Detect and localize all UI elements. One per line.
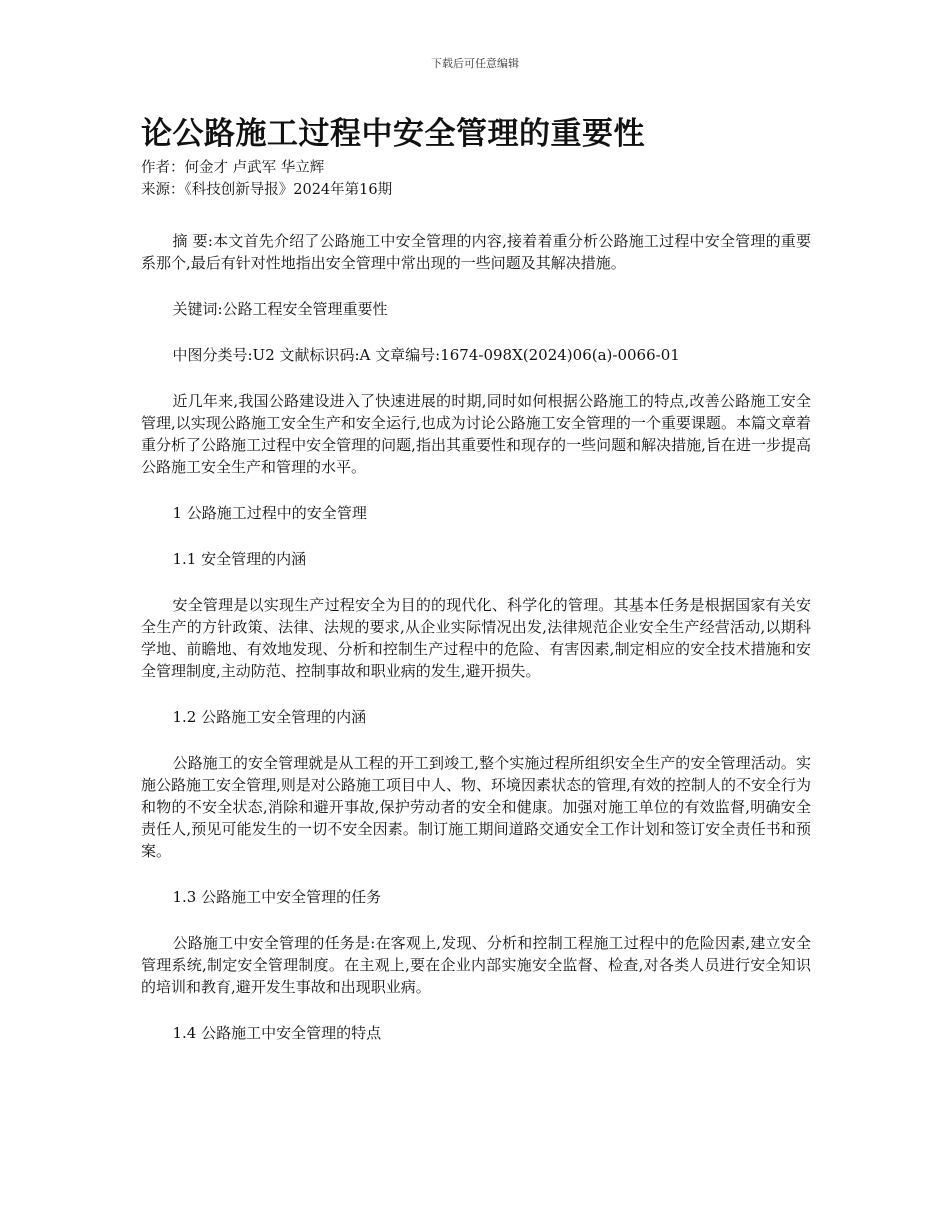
body-paragraph: 公路施工中安全管理的任务是:在客观上,发现、分析和控制工程施工过程中的危险因素,建立安全管理系统,制定安全管理制度。在主观上,要在企业内部实施安全监督、检查,对各类人员进行安全知识的培训和教育,避开发生事故和出现职业病。 bbox=[141, 934, 811, 996]
classification-paragraph: 中图分类号:U2 文献标识码:A 文章编号:1674-098X(2024)06(a)-0066-01 bbox=[172, 346, 680, 364]
page-header-note: 下载后可任意编辑 bbox=[431, 57, 519, 70]
body-paragraph: 公路施工的安全管理就是从工程的开工到竣工,整个实施过程所组织安全生产的安全管理活动。实施公路施工安全管理,则是对公路施工项目中人、物、环境因素状态的管理,有效的控制人的不安全行为和物的不安全状态,消除和避开事故,保护劳动者的安全和健康。加强对施工单位的有效监督,明确安全责任人,预见可能发生的一切不安全因素。制订施工期间道路交通安全工作计划和签订安全责任书和预案。 bbox=[141, 754, 811, 860]
body-paragraph: 安全管理是以实现生产过程安全为目的的现代化、科学化的管理。其基本任务是根据国家有关安全生产的方针政策、法律、法规的要求,从企业实际情况出发,法律规范企业安全生产经营活动,以期科学地、前瞻地、有效地发现、分析和控制生产过程中的危险、有害因素,制定相应的安全技术措施和安全管理制度,主动防范、控制事故和职业病的发生,避开损失。 bbox=[141, 596, 811, 680]
article-body bbox=[141, 112, 811, 1044]
source-line: 来源：《科技创新导报》2024年第16期 bbox=[141, 182, 393, 198]
article-title: 论公路施工过程中安全管理的重要性 bbox=[141, 116, 645, 152]
keywords-paragraph: 关键词:公路工程安全管理重要性 bbox=[172, 300, 388, 318]
subsection-heading: 1.4 公路施工中安全管理的特点 bbox=[172, 1024, 382, 1042]
section-heading: 1 公路施工过程中的安全管理 bbox=[172, 504, 367, 522]
subsection-heading: 1.3 公路施工中安全管理的任务 bbox=[172, 888, 382, 906]
intro-paragraph: 近几年来,我国公路建设进入了快速进展的时期,同时如何根据公路施工的特点,改善公路施工安全管理,以实现公路施工安全生产和安全运行,也成为讨论公路施工安全管理的一个重要课题。本篇文章着重分析了公路施工过程中安全管理的问题,指出其重要性和现存的一些问题和解决措施,旨在进一步提高公路施工安全生产和管理的水平。 bbox=[141, 392, 811, 476]
subsection-heading: 1.2 公路施工安全管理的内涵 bbox=[172, 708, 367, 726]
author-line: 作者：何金才 卢武军 华立辉 bbox=[141, 160, 325, 176]
abstract-paragraph: 摘 要:本文首先介绍了公路施工中安全管理的内容,接着着重分析公路施工过程中安全管理的重要系那个,最后有针对性地指出安全管理中常出现的一些问题及其解决措施。 bbox=[141, 232, 811, 272]
subsection-heading: 1.1 安全管理的内涵 bbox=[172, 550, 307, 568]
